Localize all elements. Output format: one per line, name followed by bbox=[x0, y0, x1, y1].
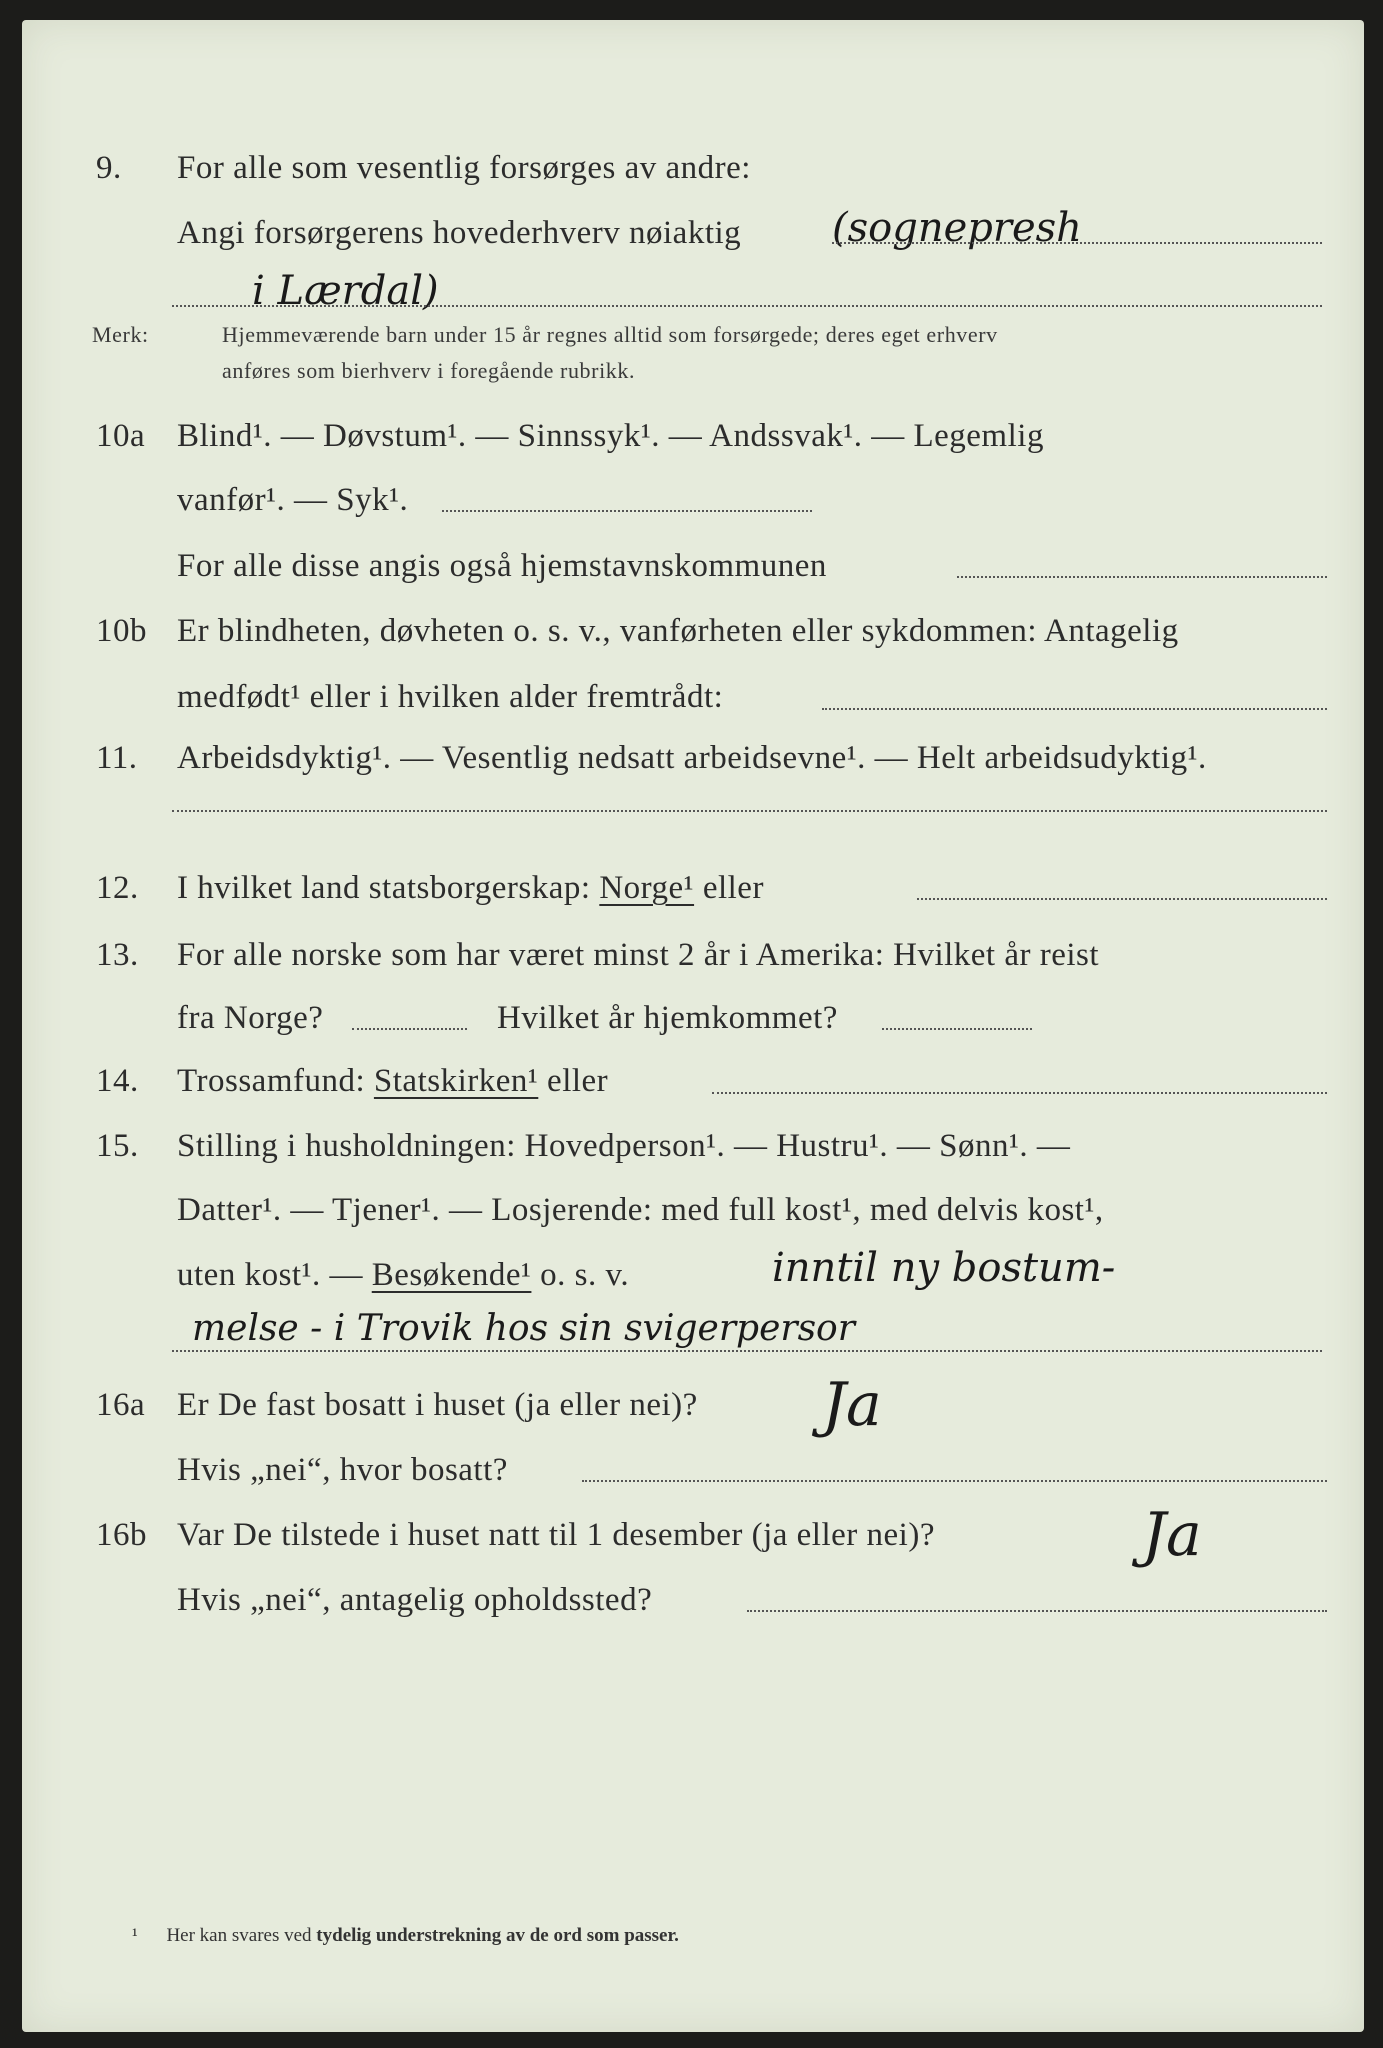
question-number: 12. bbox=[96, 870, 139, 906]
question-suffix: eller bbox=[538, 1063, 609, 1099]
question-text: Er blindheten, døvheten o. s. v., vanførheten eller sykdommen: Antagelig bbox=[177, 613, 1179, 649]
question-text: Stilling i husholdningen: Hovedperson¹. — Hustru¹. — Sønn¹. — bbox=[177, 1128, 1071, 1164]
question-text bbox=[177, 870, 764, 907]
answer-line bbox=[172, 810, 1327, 812]
handwritten-answer: melse - i Trovik hos sin svigerpersor bbox=[192, 1308, 855, 1349]
question-number: 11. bbox=[96, 740, 138, 776]
question-text: Var De tilstede i huset natt til 1 desember (ja eller nei)? bbox=[177, 1517, 935, 1553]
handwritten-answer: (sognepresh bbox=[832, 205, 1082, 251]
question-text: Blind¹. — Døvstum¹. — Sinnssyk¹. — Andssvak¹. — Legemlig bbox=[177, 418, 1044, 454]
answer-line bbox=[917, 898, 1327, 900]
footnote-text-bold: tydelig understrekning av de ord som passer. bbox=[316, 1925, 679, 1946]
answer-line bbox=[747, 1610, 1327, 1612]
underlined-answer: Statskirken¹ bbox=[373, 1063, 539, 1099]
question-suffix: eller bbox=[694, 870, 764, 906]
question-number: 13. bbox=[96, 937, 139, 973]
question-text: vanfør¹. — Syk¹. bbox=[177, 482, 409, 518]
question-text: For alle disse angis også hjemstavnskommunen bbox=[177, 548, 827, 584]
question-text: Hvilket år hjemkommet? bbox=[497, 1000, 838, 1036]
handwritten-answer: i Lærdal) bbox=[252, 268, 439, 314]
handwritten-answer: inntil ny bostum- bbox=[772, 1245, 1116, 1291]
note-text: anføres som bierhverv i foregående rubrikk. bbox=[222, 358, 636, 383]
question-text-part: o. s. v. bbox=[531, 1257, 630, 1293]
question-number: 9. bbox=[96, 150, 122, 186]
question-text: Hvis „nei“, antagelig opholdssted? bbox=[177, 1582, 653, 1618]
handwritten-answer: Ja bbox=[822, 1370, 882, 1440]
underlined-answer: Norge¹ bbox=[599, 870, 695, 906]
handwritten-answer: Ja bbox=[1142, 1500, 1202, 1570]
question-prefix: I hvilket land statsborgerskap: bbox=[177, 870, 600, 906]
answer-line bbox=[582, 1480, 1327, 1482]
question-text bbox=[177, 1063, 608, 1100]
question-number: 10b bbox=[96, 613, 147, 649]
question-text: Arbeidsdyktig¹. — Vesentlig nedsatt arbeidsevne¹. — Helt arbeidsudyktig¹. bbox=[177, 740, 1207, 776]
answer-line bbox=[832, 242, 1322, 244]
question-number: 16b bbox=[96, 1517, 147, 1553]
answer-line bbox=[442, 510, 812, 512]
question-text: Datter¹. — Tjener¹. — Losjerende: med full kost¹, med delvis kost¹, bbox=[177, 1192, 1104, 1228]
question-text-part: uten kost¹. — bbox=[177, 1257, 372, 1293]
answer-line bbox=[172, 1350, 1322, 1352]
question-number: 16a bbox=[96, 1387, 146, 1423]
note-label: Merk: bbox=[92, 322, 149, 347]
question-prefix: Trossamfund: bbox=[177, 1063, 374, 1099]
answer-line bbox=[352, 1028, 467, 1030]
question-text: Er De fast bosatt i huset (ja eller nei)? bbox=[177, 1387, 698, 1423]
question-text bbox=[177, 1257, 629, 1294]
footnote-text: Her kan svares ved bbox=[166, 1925, 317, 1946]
note-text: Hjemmeværende barn under 15 år regnes alltid som forsørgede; deres eget erhverv bbox=[222, 322, 998, 347]
question-text: Angi forsørgerens hovederhverv nøiaktig bbox=[177, 215, 742, 251]
question-text: fra Norge? bbox=[177, 1000, 324, 1036]
answer-line bbox=[957, 576, 1327, 578]
answer-line bbox=[712, 1092, 1327, 1094]
question-number: 15. bbox=[96, 1128, 139, 1164]
answer-line bbox=[882, 1028, 1032, 1030]
underlined-answer: Besøkende¹ bbox=[371, 1257, 532, 1293]
question-text: For alle norske som har været minst 2 år i Amerika: Hvilket år reist bbox=[177, 937, 1100, 973]
answer-line bbox=[822, 708, 1327, 710]
question-text: For alle som vesentlig forsørges av andre: bbox=[177, 150, 751, 186]
answer-line bbox=[172, 305, 1322, 307]
footnote-mark: ¹ bbox=[132, 1925, 138, 1946]
question-text: Hvis „nei“, hvor bosatt? bbox=[177, 1452, 508, 1488]
question-text: medfødt¹ eller i hvilken alder fremtrådt: bbox=[177, 679, 724, 715]
footnote bbox=[132, 1925, 679, 1947]
question-number: 14. bbox=[96, 1063, 139, 1099]
question-number: 10a bbox=[96, 418, 146, 454]
census-form-page bbox=[22, 20, 1364, 2032]
